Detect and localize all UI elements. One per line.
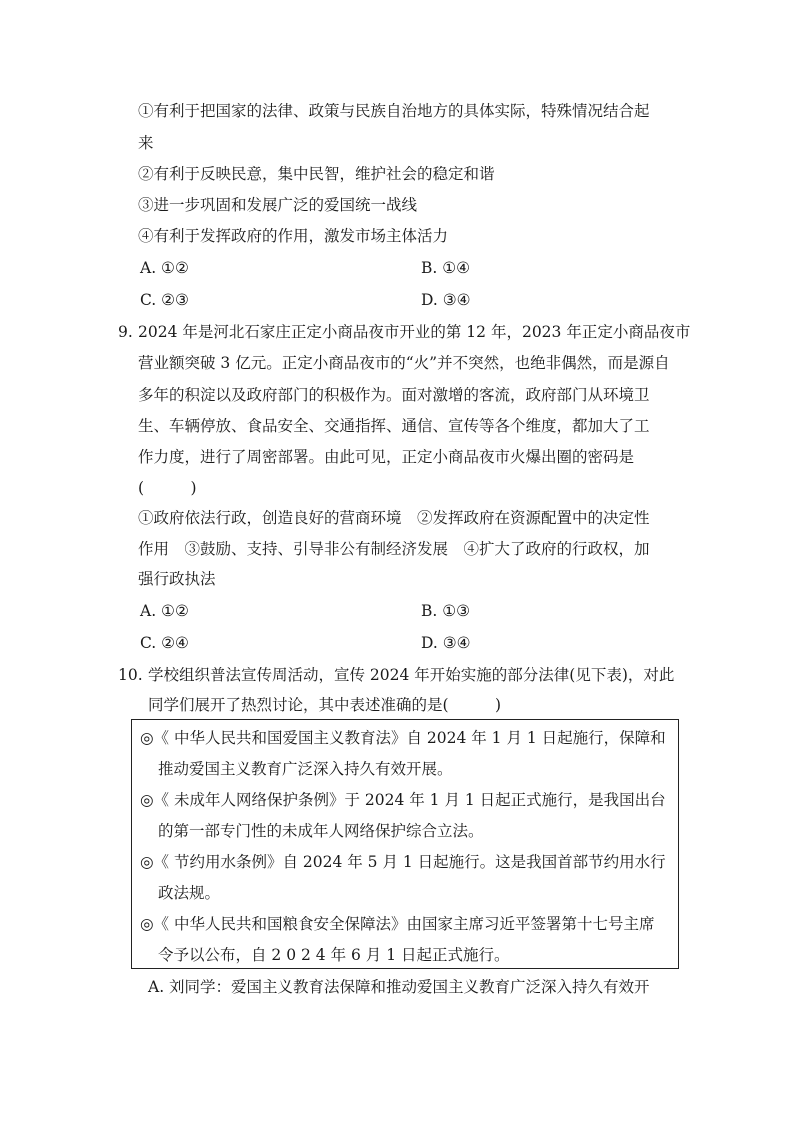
- q8-statement-3: ③进一步巩固和发展广泛的爱国统一战线: [138, 196, 418, 214]
- q8-option-d: D. ③④: [421, 291, 471, 309]
- q9-answer-blank: ( ): [138, 479, 197, 497]
- q10-stem-line-1: 学校组织普法宣传周活动，宣传 2024 年开始实施的部分法律(见下表)，对此: [148, 666, 675, 684]
- law-item-2-line-2: 的第一部专门性的未成年人网络保护综合立法。: [158, 822, 484, 840]
- q9-option-c: C. ②④: [140, 634, 189, 652]
- q9-statement-line-2: 作用 ③鼓励、支持、引导非公有制经济发展 ④扩大了政府的行政权，加: [138, 540, 650, 558]
- q9-stem-line-4: 生、车辆停放、食品安全、交通指挥、通信、宣传等各个维度，都加大了工: [138, 417, 650, 435]
- q9-option-d: D. ③④: [421, 634, 471, 652]
- q9-number: 9.: [118, 323, 133, 341]
- q10-stem-line-2: 同学们展开了热烈讨论，其中表述准确的是( ): [148, 696, 502, 714]
- q9-stem-line-1: 2024 年是河北石家庄正定小商品夜市开业的第 12 年，2023 年正定小商品夜市: [138, 323, 691, 341]
- q8-option-b: B. ①④: [421, 259, 471, 277]
- law-item-2-line-1: ◎《 未成年人网络保护条例》于 2024 年 1 月 1 日起正式施行，是我国出台: [140, 791, 666, 809]
- q10-number: 10.: [118, 666, 143, 684]
- law-item-3-line-2: 政法规。: [158, 884, 221, 902]
- q8-option-a: A. ①②: [140, 259, 189, 277]
- q9-option-b: B. ①③: [421, 602, 471, 620]
- q9-statement-line-1: ①政府依法行政，创造良好的营商环境 ②发挥政府在资源配置中的决定性: [138, 509, 650, 527]
- law-table-box: [131, 719, 679, 969]
- law-item-4-line-1: ◎《 中华人民共和国粮食安全保障法》由国家主席习近平签署第十七号主席: [140, 915, 655, 933]
- q9-stem-line-5: 作力度，进行了周密部署。由此可见，正定小商品夜市火爆出圈的密码是: [138, 448, 635, 466]
- law-item-1-line-2: 推动爱国主义教育广泛深入持久有效开展。: [158, 760, 453, 778]
- q9-stem-line-2: 营业额突破 3 亿元。正定小商品夜市的“火”并不突然，也绝非偶然，而是源自: [138, 354, 670, 372]
- q8-statement-4: ④有利于发挥政府的作用，激发市场主体活力: [138, 227, 449, 245]
- q8-statement-1-cont: 来: [138, 134, 154, 152]
- q9-statement-line-3: 强行政执法: [138, 570, 216, 588]
- law-item-3-line-1: ◎《 节约用水条例》自 2024 年 5 月 1 日起施行。这是我国首部节约用水行: [140, 853, 666, 871]
- q8-statement-2: ②有利于反映民意，集中民智，维护社会的稳定和谐: [138, 165, 495, 183]
- law-item-4-line-2: 令予以公布，自 2 0 2 4 年 6 月 1 日起正式施行。: [158, 946, 510, 964]
- law-item-1-line-1: ◎《 中华人民共和国爱国主义教育法》自 2024 年 1 月 1 日起施行，保障和: [140, 729, 666, 747]
- q9-option-a: A. ①②: [140, 602, 189, 620]
- q9-stem-line-3: 多年的积淀以及政府部门的积极作为。面对激增的客流，政府部门从环境卫: [138, 386, 650, 404]
- q8-option-c: C. ②③: [140, 291, 189, 309]
- q8-statement-1: ①有利于把国家的法律、政策与民族自治地方的具体实际，特殊情况结合起: [138, 102, 650, 120]
- q10-option-a: A. 刘同学：爱国主义教育法保障和推动爱国主义教育广泛深入持久有效开: [148, 978, 650, 996]
